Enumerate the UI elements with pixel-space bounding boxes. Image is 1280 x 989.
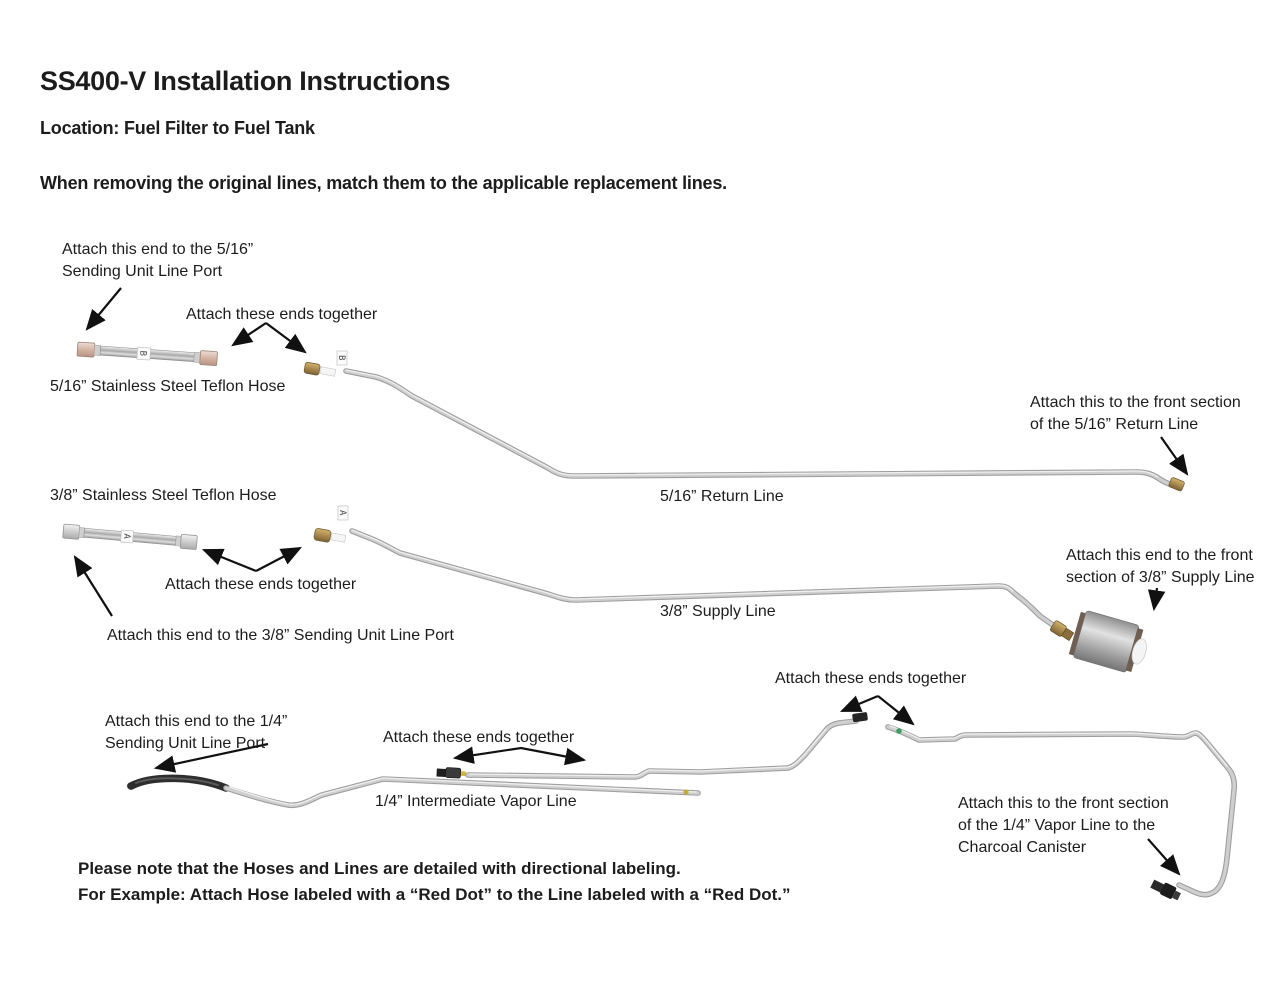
arrow bbox=[75, 557, 112, 616]
arrow bbox=[266, 323, 305, 352]
hex-nut bbox=[200, 351, 218, 366]
annotation-return-attach-end bbox=[62, 239, 253, 283]
annotation-vapor-attach-end bbox=[105, 711, 287, 755]
supply-line-label: 3/8” Supply Line bbox=[660, 603, 776, 620]
yellow-dot-marker bbox=[683, 789, 688, 794]
sleeve bbox=[331, 533, 346, 542]
line-marker-label: A bbox=[337, 510, 347, 516]
annotation-supply-attach-front bbox=[1066, 545, 1255, 589]
arrow bbox=[878, 696, 913, 724]
hose-marker-label: A bbox=[120, 533, 132, 540]
yellow-dot-marker bbox=[461, 771, 466, 776]
supply-line-marker-tag bbox=[337, 506, 348, 520]
return-teflon-hose bbox=[77, 342, 218, 366]
annotation-line: Sending Unit Line Port bbox=[105, 735, 266, 752]
green-dot-marker bbox=[896, 728, 902, 734]
hose-marker-label: B bbox=[137, 350, 148, 357]
brass-fitting bbox=[1168, 477, 1185, 492]
hex-nut bbox=[180, 534, 197, 549]
annotation-line: of the 1/4” Vapor Line to the bbox=[958, 817, 1156, 834]
arrow bbox=[233, 323, 266, 345]
annotation-line: Attach this to the front section bbox=[958, 795, 1169, 812]
sleeve bbox=[320, 367, 336, 376]
fuel-filter bbox=[1068, 609, 1152, 676]
intro-text: When removing the original lines, match them to the applicable replacement lines. bbox=[40, 173, 727, 193]
line-black-tip bbox=[852, 712, 868, 723]
annotation-line: Sending Unit Line Port bbox=[62, 263, 223, 280]
brass-fitting bbox=[314, 528, 332, 543]
return-line-marker-tag bbox=[336, 351, 347, 365]
location-heading: Location: Fuel Filter to Fuel Tank bbox=[40, 118, 315, 138]
supply-line-fitting bbox=[314, 528, 347, 545]
annotation-vapor-attach-front bbox=[958, 793, 1169, 859]
hex-nut bbox=[77, 342, 95, 357]
line-marker-label: B bbox=[336, 355, 346, 361]
annotation-line: Attach this to the front section bbox=[1030, 394, 1241, 411]
annotation-vapor-attach-together-front: Attach these ends together bbox=[775, 670, 967, 687]
collar bbox=[94, 345, 101, 355]
annotation-line: section of 3/8” Supply Line bbox=[1066, 569, 1255, 586]
supply-hose-label: 3/8” Stainless Steel Teflon Hose bbox=[50, 487, 277, 504]
hex-nut bbox=[63, 524, 80, 539]
arrow bbox=[256, 548, 300, 571]
annotation-line: Attach this end to the front bbox=[1066, 547, 1253, 564]
annotation-line: of the 5/16” Return Line bbox=[1030, 416, 1199, 433]
annotation-line: Attach this end to the 5/16” bbox=[62, 241, 254, 258]
vapor-line-label: 1/4” Intermediate Vapor Line bbox=[375, 793, 577, 810]
collar bbox=[194, 352, 201, 362]
arrow bbox=[87, 288, 121, 329]
arrow bbox=[204, 550, 256, 571]
arrow bbox=[1161, 437, 1187, 474]
annotation-return-attach-front bbox=[1030, 392, 1241, 436]
quick-connector bbox=[436, 767, 465, 779]
charcoal-canister-connector bbox=[1150, 877, 1183, 902]
return-line-fitting bbox=[304, 362, 336, 378]
annotation-supply-attach-end: Attach this end to the 3/8” Sending Unit Line Port bbox=[107, 627, 454, 644]
return-line-end-fitting bbox=[1168, 477, 1185, 492]
double-arrow bbox=[455, 748, 584, 760]
annotation-line: Attach this end to the 1/4” bbox=[105, 713, 288, 730]
arrow bbox=[1154, 588, 1157, 609]
footer-note-line: For Example: Attach Hose labeled with a “Red Dot” to the Line labeled with a “Red Dot.” bbox=[78, 885, 791, 904]
return-line-label: 5/16” Return Line bbox=[660, 488, 784, 505]
annotation-supply-attach-together: Attach these ends together bbox=[165, 576, 357, 593]
annotation-return-attach-together: Attach these ends together bbox=[186, 306, 378, 323]
page-title: SS400-V Installation Instructions bbox=[40, 66, 451, 96]
footer-note bbox=[78, 856, 791, 908]
supply-teflon-hose bbox=[63, 524, 198, 550]
footer-note-line: Please note that the Hoses and Lines are detailed with directional labeling. bbox=[78, 859, 681, 878]
annotation-line: Charcoal Canister bbox=[958, 839, 1087, 856]
return-hose-label: 5/16” Stainless Steel Teflon Hose bbox=[50, 378, 286, 395]
arrow bbox=[842, 696, 878, 711]
annotation-vapor-attach-together-rear: Attach these ends together bbox=[383, 729, 575, 746]
brass-fitting bbox=[304, 362, 321, 375]
